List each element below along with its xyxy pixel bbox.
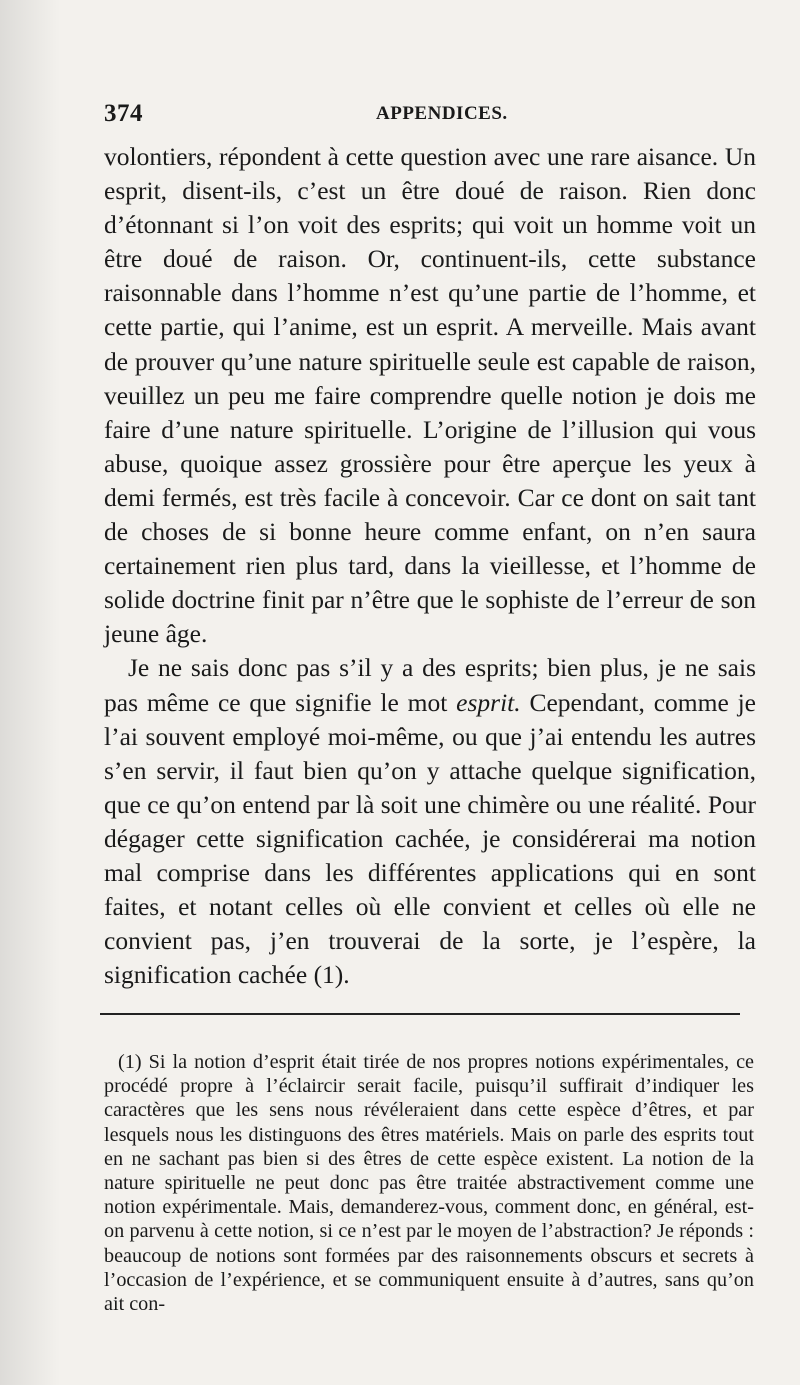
main-text [104, 140, 756, 992]
footnote [104, 1050, 754, 1316]
running-head: APPENDICES. [376, 103, 508, 124]
paragraph-2-part-a: Je ne sais donc pas s’il y a des esprits; bien plus, je ne sais pas même ce que signifie le mot [104, 653, 756, 717]
paragraph-2 [104, 651, 756, 992]
page-header [104, 100, 744, 136]
paragraph-2-part-b: Cependant, comme je l’ai souvent employé moi-même, ou que j’ai entendu les autres s’en servir, il faut bien qu’on y attache quelque signification, que ce qu’on entend par là soit une chimère ou une réalité. Pour dégager cette signification cachée, je considérerai ma notion mal comprise dans les différentes applications qui en sont faites, et notant celles où elle convient et celles où elle ne convient pas, j’en trouverai de la sorte, je l’espère, la signification cachée (1). [104, 687, 757, 990]
footnote-separator-rule [100, 1013, 740, 1015]
paragraph-1: volontiers, répondent à cette question avec une rare aisance. Un esprit, disent-ils, c’est un être doué de raison. Rien donc d’étonnant si l’on voit des esprits; qui voit un homme voit un être doué de raison. Or, continuent-ils, cette substance raisonnable dans l’homme n’est qu’une partie de l’homme, et cette partie, qui l’anime, est un esprit. A merveille. Mais avant de prouver qu’une nature spirituelle seule est capable de raison, veuillez un peu me faire comprendre quelle notion je dois me faire d’une nature spirituelle. L’origine de l’illusion qui vous abuse, quoique assez grossière pour être aperçue les yeux à demi fermés, est très facile à concevoir. Car ce dont on sait tant de choses de si bonne heure comme enfant, on n’en saura certainement rien plus tard, dans la vieillesse, et l’homme de solide doctrine finit par n’être que le sophiste de l’erreur de son jeune âge. [104, 142, 756, 649]
footnote-text: (1) Si la notion d’esprit était tirée de nos propres notions expérimentales, ce procédé propre à l’éclaircir serait facile, puisqu’il suffirait d’indiquer les caractères que les sens nous révéleraient dans cette espèce d’êtres, et par lesquels nous les distinguons des êtres matériels. Mais on parle des esprits tout en ne sachant pas bien si des êtres de cette espèce existent. La notion de la nature spirituelle ne peut donc pas être traitée abstractivement comme une notion expérimentale. Mais, demanderez-vous, comment donc, en général, est-on parvenu à cette notion, si ce n’est par le moyen de l’abstraction? Je réponds : beaucoup de notions sont formées par des raisonnements obscurs et secrets à l’occasion de l’expérience, et se communiquent ensuite à d’autres, sans qu’on ait con- [104, 1051, 754, 1316]
page-number: 374 [104, 100, 143, 127]
emphasized-word: esprit. [456, 687, 521, 717]
